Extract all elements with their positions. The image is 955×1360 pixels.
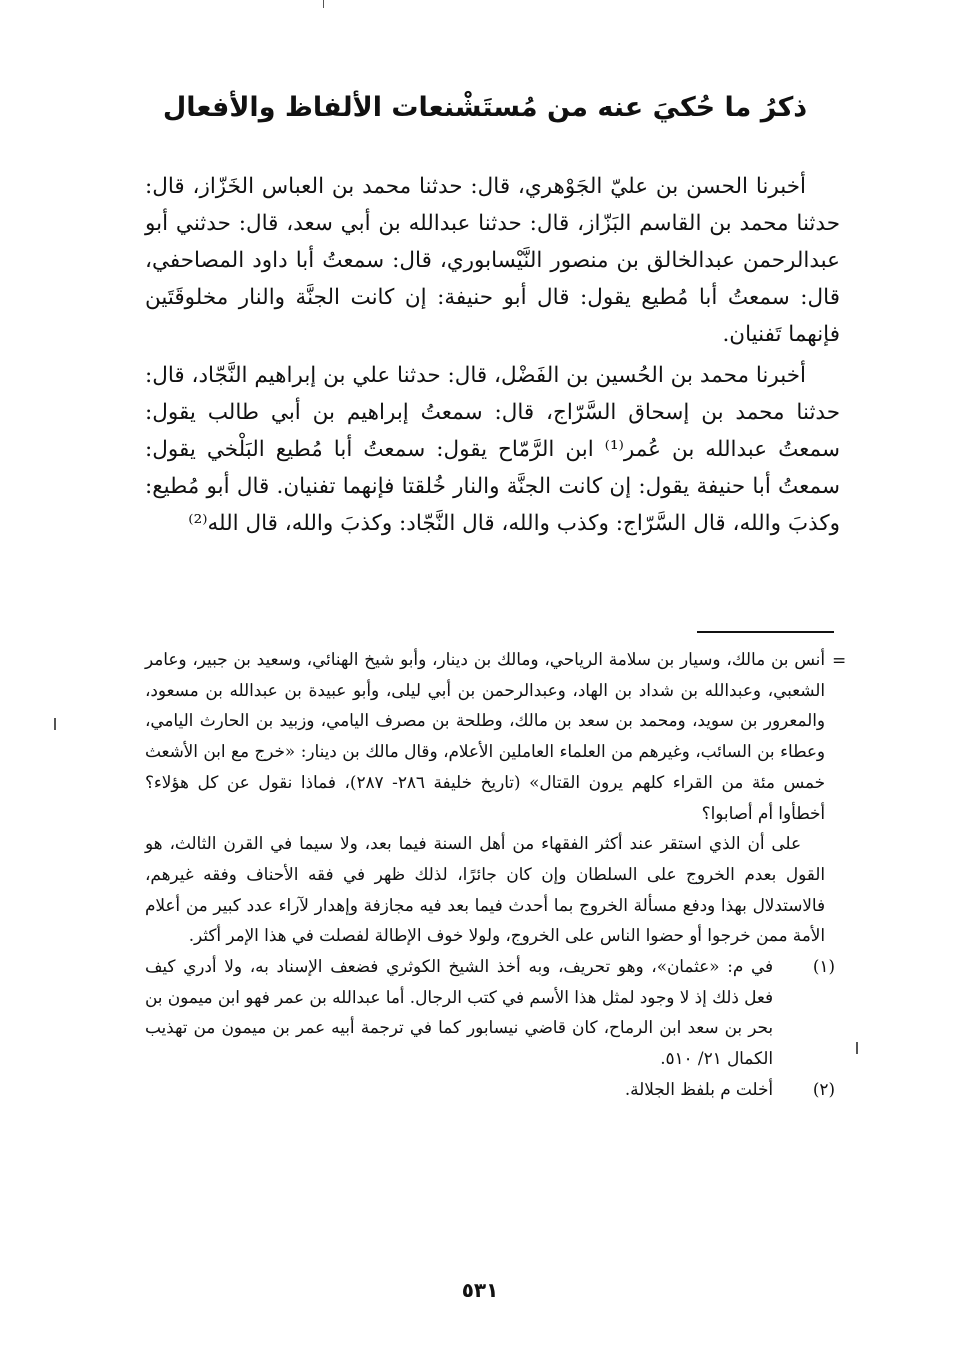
footnote-continuation-marker: = <box>832 651 847 671</box>
footnote-continued: أنس بن مالك، وسيار بن سلامة الرياحي، ومالك بن دينار، وأبو شيخ الهنائي، وسعيد بن جبير، وعامر الشعبي، وعبدالله بن شداد بن الهاد، وعبدالرحمن بن أبي ليلى، وأبو عبيدة بن عبدالله بن مسعود، والمعرور بن سويد، ومحمد بن سعد بن مالك، وطلحة بن مصرف اليامي، وزبيد بن الحارث اليامي، وعطاء بن السائب، وغيرهم من العلماء العاملين الأعلام، وقال مالك بن دينار: «خرج مع ابن الأشعث خمس مئة من القراء كلهم يرون القتال» (تاريخ خليفة ٢٨٦- ٢٨٧)، فماذا نقول عن كل هؤلاء؟ أخطأوا أم أصابوا؟ <box>145 649 825 823</box>
scan-mark-left <box>54 718 56 730</box>
section-title: ذكرُ ما حُكيَ عنه من مُستَشْنعات الألفاظ والأفعال <box>162 92 808 123</box>
footnote-number: (٢) <box>812 1078 835 1099</box>
footnote-text: أخلت م بلفظ الجلالة. <box>624 1078 773 1099</box>
main-text <box>145 168 840 542</box>
page-number: ٥٣١ <box>461 1278 499 1302</box>
footnote-number: (١) <box>812 956 835 977</box>
scan-mark-margin <box>856 1042 858 1054</box>
scan-mark-top <box>323 0 324 8</box>
paragraph: أخبرنا محمد بن الحُسين بن الفَضْل، قال: حدثنا علي بن إبراهيم النَّجّاد، قال: حدثنا محمد بن إسحاق السَّرّاج، قال: سمعتُ إبراهيم بن أبي طالب يقول: سمعتُ عبدالله بن عُمر⁽¹⁾ ابن الرَّمّاح يقول: سمعتُ أبا مُطيع البَلْخي يقول: سمعتُ أبا حنيفة يقول: إن كانت الجنَّة والنار خُلقتا فإنهما تفنيان. قال أبو مُطيع: وكذبَ والله، قال السَّرّاج: وكذب والله، قال النَّجّاد: وكذبَ والله، قال الله⁽²⁾ <box>145 363 840 536</box>
paragraph: أخبرنا الحسن بن عليّ الجَوْهري، قال: حدثنا محمد بن العباس الخَزّاز، قال: حدثنا محمد بن القاسم البَزّاز، قال: حدثنا عبدالله بن أبي سعد، قال: حدثني أبو عبدالرحمن عبدالخالق بن منصور النَّيْسابوري، قال: سمعتُ أبا داود المصاحفي، قال: سمعتُ أبا مُطيع يقول: قال أبو حنيفة: إن كانت الجنَّة والنار مخلوقَتَين فإنهما تَفنيان. <box>145 174 840 347</box>
footnote-separator <box>697 631 834 633</box>
footnotes <box>145 644 835 1105</box>
footnote-continued-paragraph: على أن الذي استقر عند أكثر الفقهاء من أهل السنة فيما بعد، ولا سيما في القرن الثالث، هو القول بعدم الخروج على السلطان وإن كان جائرًا، لذلك ظهر في فقه الأحناف وفقه غيرهم، فالاستدلال بهذا ودفع مسألة الخروج بما أحدث فيما بعد فيه مجازفة وإهدار لآراء عدد كبير من أعلام الأمة ممن خرجوا أو حضوا الناس على الخروج، ولولا خوف الإطالة لفصلت في هذا الإمر أكثر. <box>145 833 825 946</box>
footnote-text: في م: «عثمان»، وهو تحريف، وبه أخذ الشيخ الكوثري فضعف الإسناد به، ولا أدري كيف فعل ذلك إذ لا وجود لمثل هذا الأسم في كتب الرجال. أما عبدالله بن عمر فهو ابن ميمون بن بحر بن سعد ابن الرماح، كان قاضي نيسابور كما في ترجمة أبيه عمر بن ميمون من تهذيب الكمال ٢١/ ٥١٠. <box>145 956 773 1069</box>
footnote-1 <box>145 951 835 1074</box>
footnote-2 <box>145 1074 835 1105</box>
